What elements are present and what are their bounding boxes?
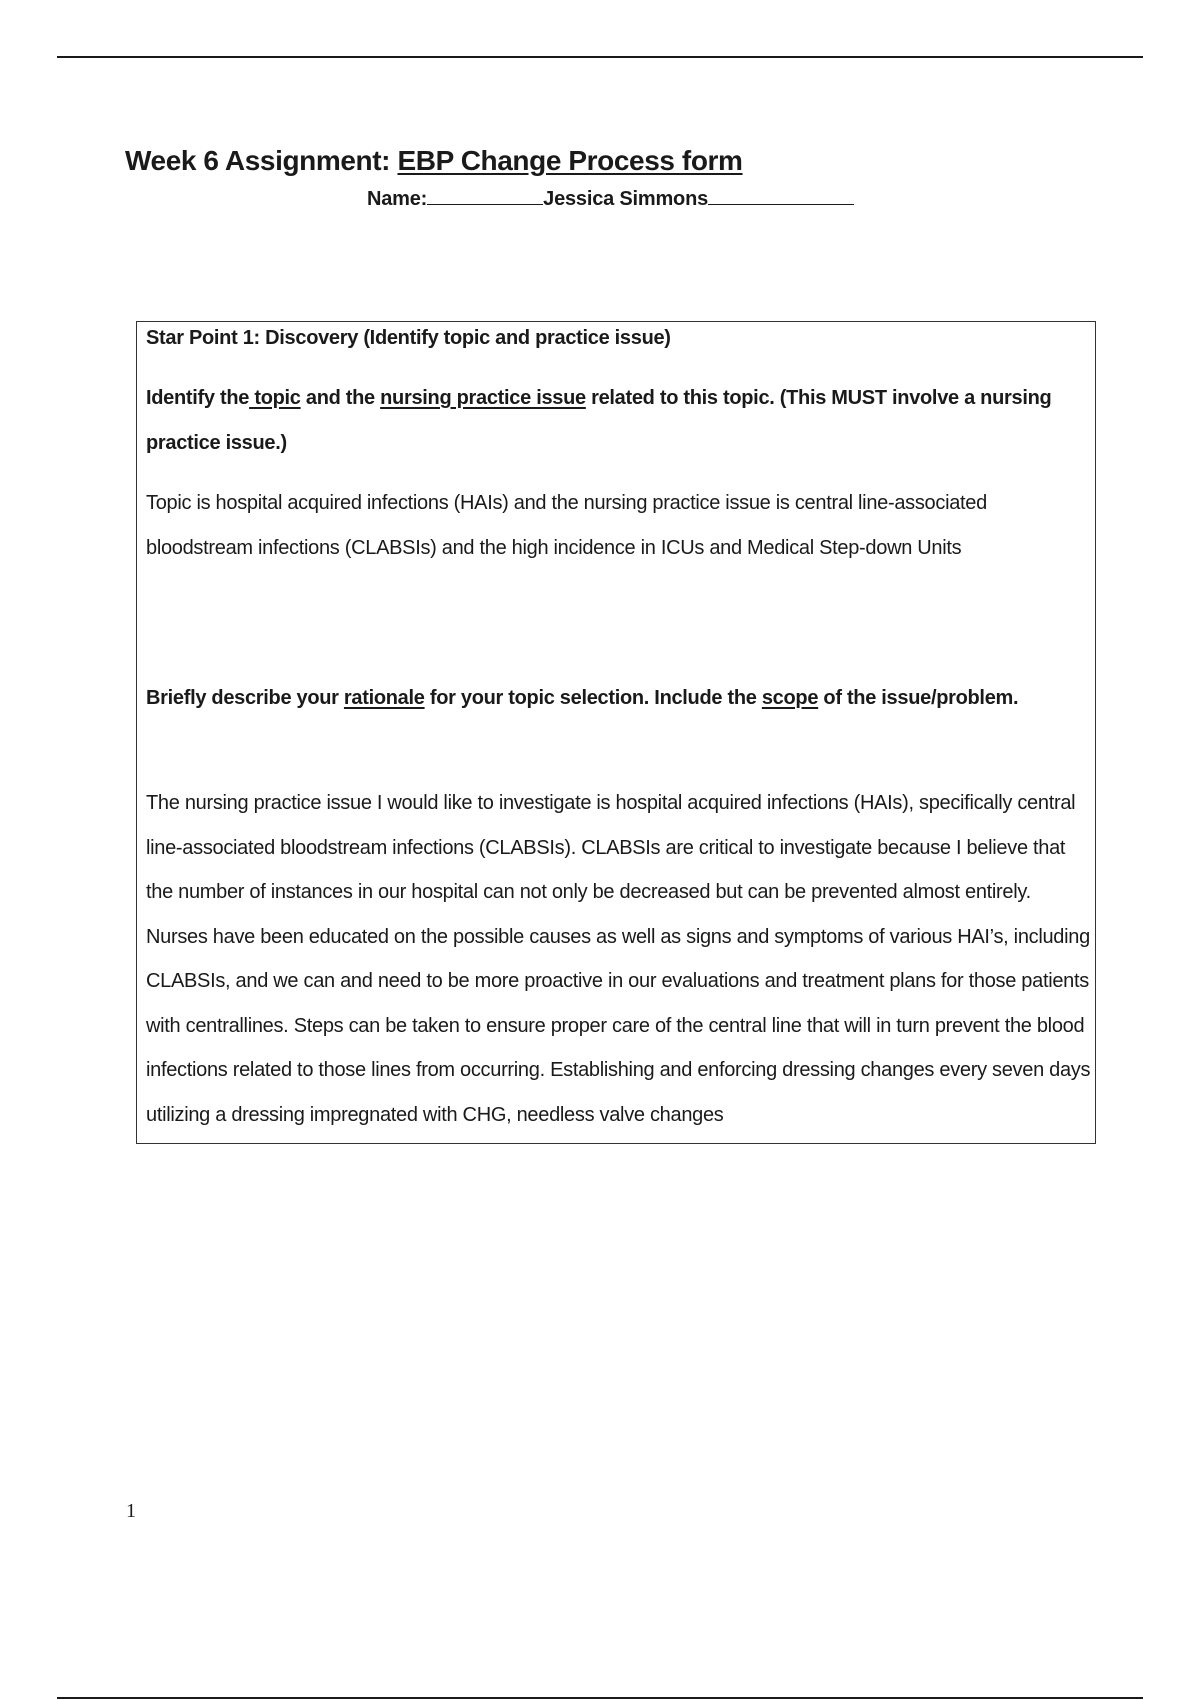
- question-1: [146, 376, 1086, 465]
- answer-1: Topic is hospital acquired infections (HAIs) and the nursing practice issue is central line-associated bloodstream infections (CLABSIs) and the high incidence in ICUs and Medical Step-down Units: [146, 492, 987, 559]
- name-blank-right: [708, 186, 854, 205]
- question-1-part2: and the: [300, 387, 381, 409]
- question-2-scope: scope: [761, 687, 819, 709]
- question-2-part1: Briefly describe your: [146, 687, 344, 709]
- answer-2: The nursing practice issue I would like to investigate is hospital acquired infections (HAIs), specifically central line-associated bloodstream infections (CLABSIs). CLABSIs are critical to investigate because I believe that the number of instances in our hospital can not only be decreased but can be prevented almost entirely. Nurses have been educated on the possible causes as well as signs and symptoms of various HAI’s, including CLABSIs, and we can and need to be more proactive in our evaluations and treatment plans for those patients with centrallines. Steps can be taken to ensure proper care of the central line that will in turn prevent the blood infections related to those lines from occurring. Establishing and enforcing dressing changes every seven days utilizing a dressing impregnated with CHG, needless valve changes: [146, 792, 1091, 1126]
- bottom-rule: [57, 1697, 1143, 1699]
- question-1-part3: related to this topic. (This MUST involve a nursing practice issue.): [146, 387, 1052, 454]
- question-2-part2: for your topic selection. Include the: [424, 687, 762, 709]
- title-prefix: Week 6 Assignment:: [125, 145, 398, 176]
- page-number: 1: [126, 1500, 136, 1522]
- question-1-part1: Identify the: [146, 387, 250, 409]
- title-main: EBP Change Process form: [397, 145, 743, 176]
- name-line: [367, 186, 854, 211]
- question-2-part3: of the issue/problem.: [818, 687, 1019, 709]
- top-rule: [57, 56, 1143, 58]
- name-label: Name:: [367, 188, 428, 210]
- question-2-rationale: rationale: [343, 687, 425, 709]
- name-blank-left: [427, 186, 543, 205]
- question-1-topic: topic: [249, 387, 301, 409]
- question-2: [146, 676, 1086, 721]
- star-point-heading: Star Point 1: Discovery (Identify topic and practice issue): [146, 327, 671, 349]
- question-1-practice-issue: nursing practice issue: [380, 387, 586, 409]
- name-value: Jessica Simmons: [543, 188, 709, 210]
- page-title: [125, 145, 743, 177]
